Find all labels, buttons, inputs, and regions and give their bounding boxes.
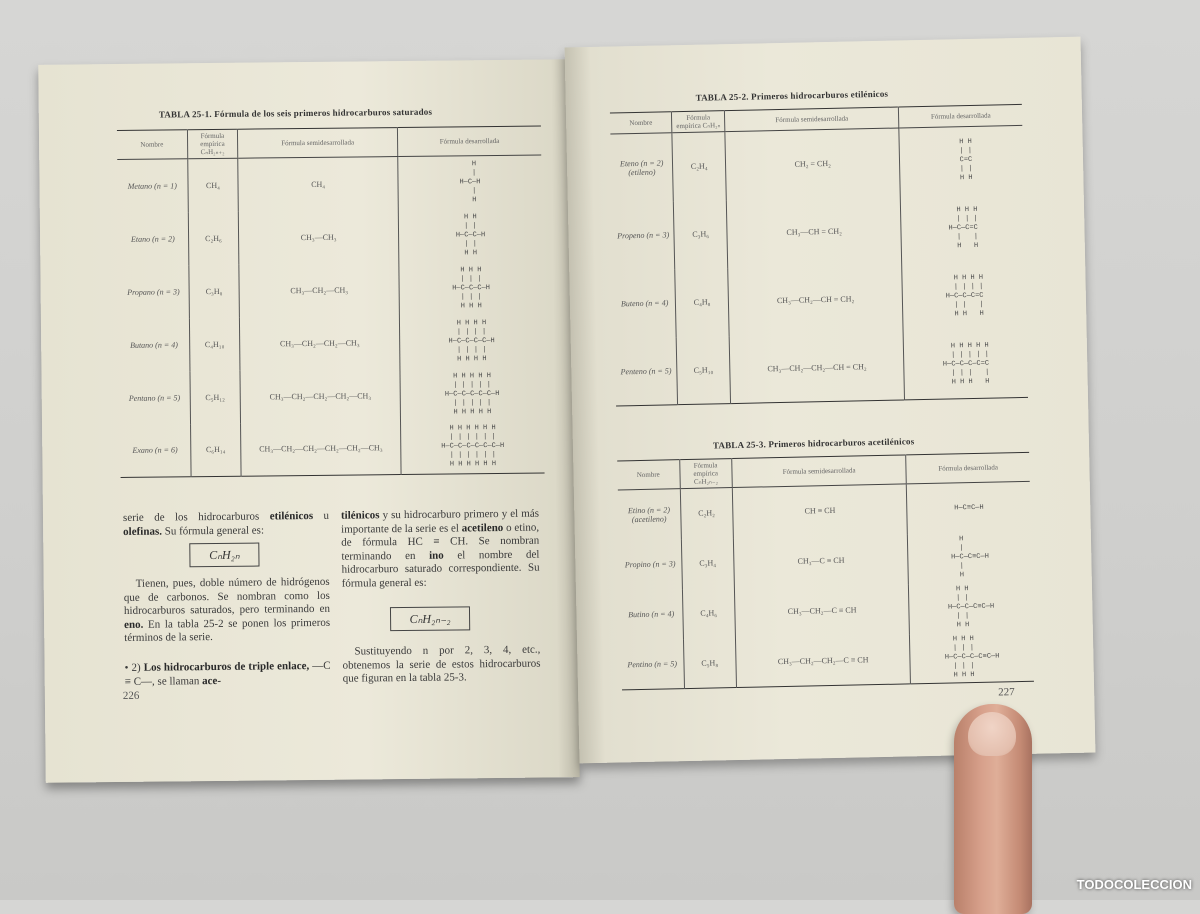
page-number-right: 227 (998, 686, 1015, 699)
row-empirical-formula: C₄H₆ (682, 588, 736, 639)
col-header: Nombre (617, 460, 680, 490)
text: serie de los hidrocarburos (122, 510, 270, 524)
col-header: Nombre (610, 112, 672, 134)
row-semi-formula: CH₃—CH = CH₂ (726, 196, 902, 268)
row-empirical-formula: C₅H₁₂ (189, 370, 240, 424)
row-name: Eteno (n = 2) (etileno) (619, 158, 664, 177)
table-row (620, 581, 1033, 640)
table-row (613, 261, 1026, 338)
row-empirical-formula: C₄H₁₀ (189, 317, 240, 371)
table-25-1 (117, 126, 545, 478)
structural-diagram: H H H H H | | | | | H—C—C—C—C—C—H | | | | | H H H H H (444, 371, 500, 417)
row-empirical-formula: C₆H₁₄ (190, 423, 241, 477)
row-semi-formula: CH₃—CH₃ (239, 210, 399, 265)
right-page (565, 37, 1096, 764)
term-ace: ace- (202, 674, 222, 687)
watermark: TODOCOLECCION (1076, 877, 1192, 892)
row-name: Propino (n = 3) (624, 559, 676, 570)
text: Su fórmula general es: (161, 523, 265, 538)
structural-diagram: H—C≡C—H (954, 504, 984, 513)
left-column-text (123, 510, 329, 539)
row-empirical-formula: C₅H₈ (683, 638, 737, 689)
row-structural-formula (902, 261, 1026, 332)
row-semi-formula: CH₃—CH₂—CH = CH₂ (728, 264, 904, 336)
table-25-2 (610, 104, 1028, 407)
structural-diagram: H H H H H | | | | | H—C—C—C—C=C | | | | H H H H (942, 341, 990, 387)
row-semi-formula: CH₃—CH₂—CH₂—CH₂—CH₃ (240, 369, 400, 424)
term-ino: ino (428, 549, 444, 562)
row-empirical-formula: C₃H₄ (681, 538, 735, 589)
row-name: Pentino (n = 5) (627, 659, 678, 670)
table-row (118, 261, 543, 318)
row-empirical-formula: CH₄ (187, 158, 238, 212)
row-empirical-formula: C₄H₈ (675, 268, 729, 337)
row-name: Etano (n = 2) (130, 233, 175, 244)
structural-diagram: H H H H | | | | H—C—C—C—C—H | | | | H H H H (448, 318, 495, 364)
table-row (612, 193, 1025, 270)
text: el nombre del hidrocarburo saturado correspondiente. Su fórmula general es: (341, 548, 540, 590)
row-empirical-formula: C₃H₆ (674, 200, 728, 269)
term-triple-enlace: Los hidrocarburos de triple enlace, (143, 660, 310, 674)
row-empirical-formula: C₂H₄ (672, 132, 726, 201)
structural-diagram: H H H | | | H—C—C=C | | H H (947, 205, 979, 251)
table-row (619, 531, 1032, 590)
row-semi-formula: CH₃—CH₂—CH₃ (239, 263, 399, 318)
row-name: Penteno (n = 5) (620, 366, 672, 377)
row-name: Exano (n = 6) (132, 445, 178, 456)
text: • 2) (124, 661, 144, 674)
col-header: Fórmula desarrollada (906, 452, 1030, 484)
left-column-paragraph-3 (125, 660, 331, 689)
row-structural-formula (400, 420, 544, 475)
table-row (119, 367, 544, 424)
structural-diagram: H H H H | | | | H—C—C—C=C | | | H H H (945, 273, 984, 319)
table-25-1-title: TABLA 25-1. Fórmula de los seis primeros hidrocarburos saturados (158, 106, 433, 120)
row-empirical-formula: C₃H₈ (188, 264, 239, 318)
row-name: Propano (n = 3) (127, 286, 180, 297)
row-name: Etino (n = 2) (acetileno) (627, 505, 671, 524)
row-name: Pentano (n = 5) (128, 392, 181, 403)
left-page (38, 59, 579, 783)
table-25-3-title: TABLA 25-3. Primeros hidrocarburos acetilénicos (712, 436, 915, 451)
structural-diagram: H H | | H—C—C—H | | H H (455, 212, 486, 257)
row-structural-formula (899, 125, 1023, 196)
row-structural-formula (909, 581, 1033, 634)
col-header: Fórmula empírica CₙH₂ₙ (672, 111, 725, 133)
row-name: Propeno (n = 3) (617, 230, 670, 241)
text: —C ≡ C—, se llaman (124, 659, 331, 688)
table-row (119, 314, 544, 371)
row-empirical-formula: C₂H₂ (680, 488, 734, 539)
structural-diagram: H | H—C—H | H (459, 159, 481, 205)
structural-diagram: H H | | C=C | | H H (950, 138, 973, 183)
finger (954, 704, 1032, 914)
col-header: Fórmula desarrollada (397, 126, 541, 157)
row-semi-formula: CH₃—CH₂—CH₂—C ≡ CH (735, 634, 910, 688)
text: y su hidrocarburo primero y el más importante de la serie es el (341, 507, 540, 536)
term-eno: eno. (124, 618, 144, 631)
col-header: Fórmula semidesarrollada (724, 107, 899, 132)
table-row (621, 631, 1034, 690)
row-structural-formula (901, 193, 1025, 264)
row-semi-formula: CH ≡ CH (732, 484, 907, 538)
row-semi-formula: CH₃—CH₂—CH₂—CH = CH₂ (729, 332, 905, 404)
page-number-left: 226 (122, 689, 140, 702)
right-column-text (341, 508, 540, 591)
row-structural-formula (400, 367, 544, 422)
table-row (610, 125, 1023, 202)
general-formula-alkenes: CₙH₂ₙ (189, 543, 259, 568)
row-structural-formula (904, 329, 1028, 400)
general-formula-alkynes: CₙH₂ₙ₋₂ (390, 606, 470, 631)
row-semi-formula: CH₄ (238, 157, 398, 212)
table-25-3 (617, 452, 1034, 691)
structural-diagram: H | H—C—C≡C—H | H (950, 535, 989, 580)
row-semi-formula: CH₃—CH₂—CH₂—CH₃ (240, 316, 400, 371)
table-row (618, 481, 1031, 540)
row-structural-formula (908, 531, 1032, 584)
row-semi-formula: CH₂ = CH₂ (725, 128, 901, 200)
row-name: Buteno (n = 4) (620, 298, 669, 309)
row-empirical-formula: C₅H₁₀ (677, 336, 731, 405)
right-column-paragraph-2: Sustituyendo n por 2, 3, 4, etc., obtenemos la serie de estos hidrocarburos que figuran en la tabla 25-3. (342, 643, 541, 685)
col-header: Fórmula desarrollada (899, 104, 1022, 128)
col-header: Fórmula empírica CₙH₂ₙ₊₂ (187, 129, 238, 159)
text: u (313, 509, 330, 522)
structural-diagram: H H H | | | H—C—C—C—H | | | H H H (451, 265, 491, 310)
structural-diagram: H H H H H H | | | | | | H—C—C—C—C—C—C—H | | | | | | H H H H H H (441, 424, 505, 469)
table-25-2-title: TABLA 25-2. Primeros hidrocarburos etilénicos (695, 88, 889, 103)
row-structural-formula (398, 208, 542, 263)
structural-diagram: H H H | | | H—C—C—C—C≡C—H | | | H H H (944, 634, 1000, 680)
row-name: Butino (n = 4) (628, 609, 675, 620)
table-row (118, 208, 543, 265)
table-row (120, 420, 545, 477)
term-olefinas: olefinas. (123, 525, 163, 538)
structural-diagram: H H | | H—C—C—C≡C—H | | H H (947, 585, 995, 630)
col-header: Nombre (117, 130, 187, 160)
row-structural-formula (399, 261, 543, 316)
table-row (615, 329, 1028, 406)
fingernail (968, 712, 1016, 756)
row-semi-formula: CH₃—CH₂—CH₂—CH₂—CH₂—CH₃ (241, 422, 401, 477)
col-header: Fórmula empírica CₙH₂ₙ₋₂ (679, 459, 732, 489)
left-column-paragraph-2 (124, 576, 331, 646)
row-empirical-formula: C₂H₆ (188, 211, 239, 265)
term-acetilenicos: tilénicos (340, 509, 380, 522)
col-header: Fórmula semidesarrollada (732, 455, 907, 488)
row-structural-formula (907, 481, 1031, 534)
row-semi-formula: CH₃—CH₂—C ≡ CH (734, 584, 909, 638)
text: o etino, de fórmula HC ≡ CH. Se nombran terminando en (341, 521, 540, 563)
text: Tienen, pues, doble número de hidrógenos que de carbonos. Se nombran como los hidrocarburos saturados, pero terminando en (123, 575, 331, 617)
table-row (117, 155, 542, 212)
text: En la tabla 25-2 se ponen los primeros términos de la serie. (124, 616, 331, 644)
col-header: Fórmula semidesarrollada (238, 128, 398, 159)
term-acetileno: acetileno (461, 521, 504, 534)
row-structural-formula (398, 155, 542, 210)
term-etilenicos: etilénicos (269, 509, 314, 523)
row-structural-formula (910, 631, 1034, 684)
row-semi-formula: CH₃—C ≡ CH (733, 534, 908, 588)
row-name: Metano (n = 1) (127, 181, 177, 191)
row-name: Butano (n = 4) (129, 339, 178, 350)
row-structural-formula (399, 314, 543, 369)
